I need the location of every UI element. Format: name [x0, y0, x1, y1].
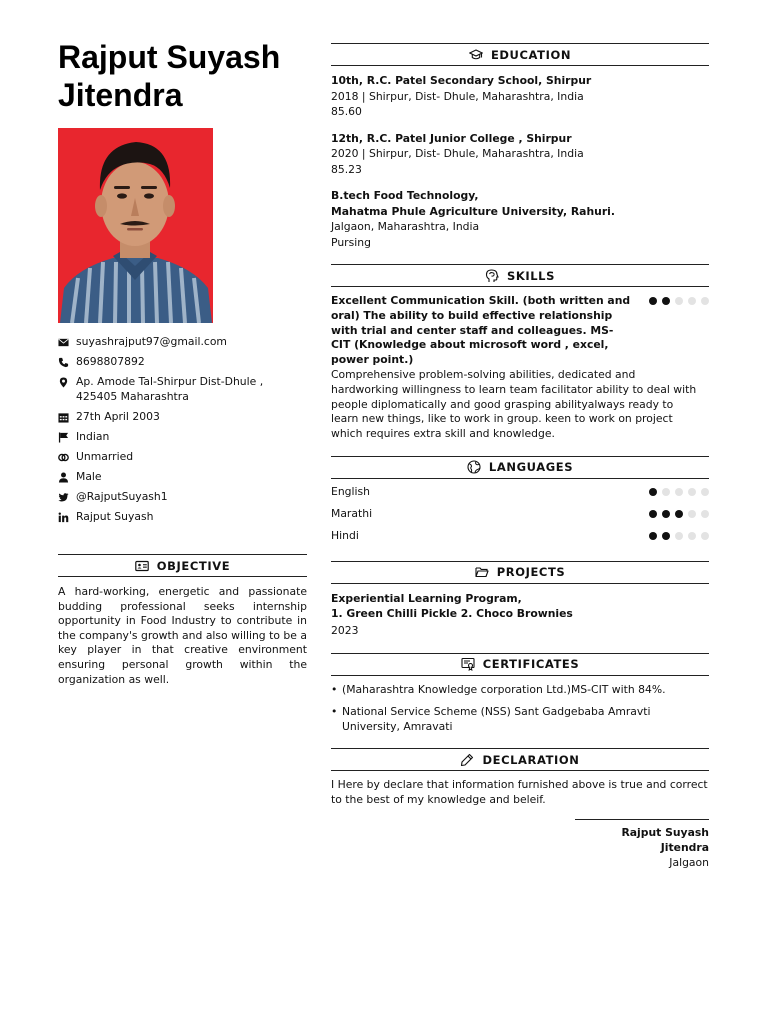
contact-phone[interactable] — [58, 355, 307, 370]
skill-rating — [649, 294, 709, 305]
signature-block — [575, 819, 709, 870]
rating-dot-filled — [649, 297, 657, 305]
education-title: 10th, R.C. Patel Secondary School, Shirpur — [331, 74, 592, 87]
certificates-list — [331, 676, 709, 734]
rating-dot-filled — [662, 510, 670, 518]
rating-dot-empty — [688, 297, 696, 305]
skill-item — [331, 294, 709, 368]
pencil-icon — [460, 753, 474, 767]
language-item — [331, 503, 709, 525]
languages-heading — [331, 456, 709, 479]
contact-marital-status — [58, 450, 307, 465]
gender-text: Male — [76, 469, 102, 483]
project-item — [331, 584, 709, 639]
rating-dot-filled — [649, 532, 657, 540]
declaration-section — [331, 748, 709, 870]
contact-linkedin[interactable] — [58, 510, 307, 525]
education-details: Jalgaon, Maharashtra, India — [331, 220, 480, 233]
project-year: 2023 — [331, 623, 359, 637]
language-item — [331, 525, 709, 547]
rating-dot-filled — [649, 510, 657, 518]
person-icon — [58, 470, 76, 483]
location-pin-icon — [58, 375, 76, 388]
right-column — [331, 43, 709, 884]
education-item — [331, 131, 709, 178]
contact-gender — [58, 470, 307, 485]
language-rating — [649, 532, 709, 540]
profile-photo — [58, 128, 213, 323]
globe-icon — [467, 460, 481, 474]
rating-dot-empty — [688, 488, 696, 496]
email-text: suyashrajput97@gmail.com — [76, 335, 227, 348]
education-details: 2020 | Shirpur, Dist- Dhule, Maharashtra, India — [331, 147, 584, 160]
education-section — [331, 43, 709, 250]
education-heading-label: EDUCATION — [490, 47, 572, 62]
candidate-name — [58, 38, 307, 114]
linkedin-text: Rajput Suyash — [76, 509, 154, 523]
contact-twitter[interactable] — [58, 490, 307, 505]
education-score: 85.60 — [331, 105, 362, 118]
languages-section — [331, 456, 709, 547]
flag-icon — [58, 430, 76, 443]
language-rating — [649, 510, 709, 518]
projects-heading-label: PROJECTS — [496, 565, 566, 580]
folder-icon — [475, 565, 489, 579]
rating-dot-empty — [701, 510, 709, 518]
left-column — [58, 38, 307, 687]
education-title: B.tech Food Technology, — [331, 189, 479, 202]
certificate-item — [331, 705, 709, 735]
language-rating — [649, 488, 709, 496]
name-line-2: Jitendra — [58, 77, 183, 113]
language-name: Marathi — [331, 507, 373, 521]
contact-birthdate — [58, 410, 307, 425]
contact-list — [58, 335, 307, 524]
language-item — [331, 481, 709, 503]
skills-section — [331, 264, 709, 442]
certificate-text: National Service Scheme (NSS) Sant Gadgebaba Amravti University, Amravati — [342, 704, 651, 733]
skill-description: Comprehensive problem-solving abilities, dedicated and hardworking willingness to learn team facilitator ability to deal with people diplomatically and good grasping abilityalways ready to learn new things, like to work in group. keen to work on project which requires extra skill and knowledge. — [331, 367, 697, 441]
certificate-item — [331, 683, 709, 698]
certificate-icon — [461, 657, 475, 671]
rating-dot-empty — [675, 297, 683, 305]
objective-section — [58, 554, 307, 687]
education-list — [331, 66, 709, 250]
education-institution: Mahatma Phule Agriculture University, Rahuri. — [331, 204, 615, 218]
languages-list — [331, 479, 709, 547]
declaration-body — [331, 771, 709, 870]
linkedin-icon — [58, 510, 76, 523]
rating-dot-filled — [649, 488, 657, 496]
projects-heading — [331, 561, 709, 584]
email-icon — [58, 335, 76, 348]
rating-dot-empty — [701, 532, 709, 540]
contact-address — [58, 375, 307, 404]
rating-dot-empty — [675, 532, 683, 540]
rating-dot-empty — [688, 532, 696, 540]
certificates-heading-label: CERTIFICATES — [482, 657, 580, 672]
twitter-text: @RajputSuyash1 — [76, 489, 168, 503]
education-score: 85.23 — [331, 162, 362, 176]
name-line-1: Rajput Suyash — [58, 39, 281, 75]
skills-heading — [331, 264, 709, 287]
address-text: Ap. Amode Tal-Shirpur Dist-Dhule , 425405 Maharashtra — [76, 375, 264, 403]
rating-dot-empty — [662, 488, 670, 496]
languages-heading-label: LANGUAGES — [488, 460, 574, 475]
declaration-heading — [331, 748, 709, 771]
education-item — [331, 73, 709, 120]
calendar-icon — [58, 410, 76, 423]
bullet: • — [331, 682, 338, 696]
certificate-text: (Maharashtra Knowledge corporation Ltd.)MS-CIT with 84%. — [342, 682, 666, 696]
objective-heading-label: OBJECTIVE — [156, 558, 231, 573]
phone-text: 8698807892 — [76, 355, 145, 368]
bullet: • — [331, 704, 338, 718]
rating-dot-empty — [688, 510, 696, 518]
contact-email[interactable] — [58, 335, 307, 350]
education-details: 2018 | Shirpur, Dist- Dhule, Maharashtra, India — [331, 89, 584, 103]
rating-dot-empty — [701, 488, 709, 496]
objective-heading — [58, 554, 307, 577]
skills-heading-label: SKILLS — [506, 268, 555, 283]
twitter-icon — [58, 490, 76, 503]
language-name: Hindi — [331, 529, 359, 543]
declaration-text: I Here by declare that information furnished above is true and correct to the best of my knowledge and beleif. — [331, 778, 708, 807]
project-subtitle: 1. Green Chilli Pickle 2. Choco Brownies — [331, 606, 573, 620]
declaration-heading-label: DECLARATION — [482, 752, 580, 767]
phone-icon — [58, 355, 76, 368]
graduation-cap-icon — [469, 48, 483, 62]
certificates-heading — [331, 653, 709, 676]
id-card-icon — [135, 559, 149, 573]
language-name: English — [331, 485, 370, 499]
nationality-text: Indian — [76, 429, 110, 443]
education-status: Pursing — [331, 235, 371, 249]
education-item — [331, 188, 709, 250]
rating-dot-empty — [701, 297, 709, 305]
profile-photo-illustration — [58, 128, 213, 323]
signature-place: Jalgaon — [669, 855, 709, 869]
objective-text: A hard-working, energetic and passionate budding professional seeks internship opportunity in Food Industry to contribute in the company's growth and also willing to be a key player in that creative environment ensuring personal growth within the organization as well. — [58, 585, 307, 686]
education-heading — [331, 43, 709, 66]
skill-title: Excellent Communication Skill. (both written and oral) The ability to build effective relationship with trial and center staff and colleagues. MS-CIT (Knowledge about microsoft word , excel, power point.) — [331, 294, 631, 367]
certificates-section — [331, 653, 709, 734]
rating-dot-filled — [675, 510, 683, 518]
rating-dot-empty — [675, 488, 683, 496]
rings-icon — [58, 450, 76, 463]
education-title: 12th, R.C. Patel Junior College , Shirpur — [331, 131, 572, 145]
marital-status-text: Unmarried — [76, 449, 134, 463]
birthdate-text: 27th April 2003 — [76, 409, 160, 423]
rating-dot-filled — [662, 297, 670, 305]
projects-section — [331, 561, 709, 639]
brain-head-icon — [485, 269, 499, 283]
contact-nationality — [58, 430, 307, 445]
skills-body — [331, 287, 709, 442]
rating-dot-filled — [662, 532, 670, 540]
project-title: Experiential Learning Program, — [331, 591, 522, 605]
signature-name: Rajput Suyash Jitendra — [621, 825, 709, 854]
